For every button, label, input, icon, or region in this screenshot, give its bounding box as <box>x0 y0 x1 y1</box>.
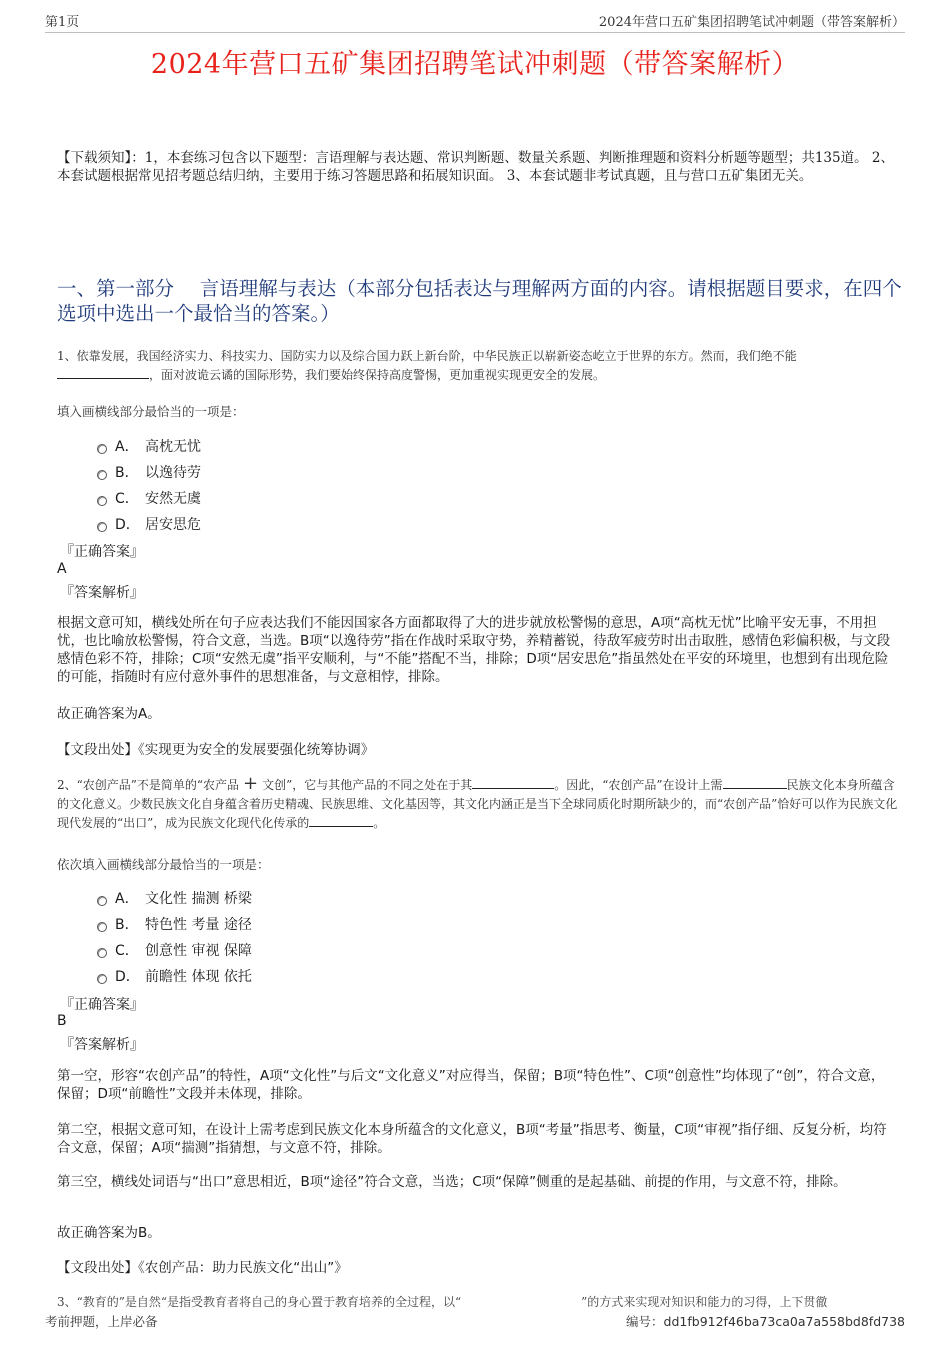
radio-icon[interactable] <box>97 522 107 532</box>
option-a[interactable]: A． 文化性 揣测 桥梁 <box>97 885 252 911</box>
question-2-blank-2 <box>723 776 787 789</box>
section-title: 一、第一部分 言语理解与表达（本部分包括表达与理解两方面的内容。请根据题目要求，在四个选项中选出一个最恰当的答案。） <box>57 277 902 325</box>
option-c[interactable]: C． 创意性 审视 保障 <box>97 937 252 963</box>
question-2-source: 【文段出处】《农创产品：助力民族文化“出山”》 <box>57 1260 348 1276</box>
question-1-answer: A <box>57 561 67 577</box>
option-c[interactable]: C． 安然无虞 <box>97 485 201 511</box>
analysis-label: 『答案解析』 <box>60 585 144 601</box>
radio-icon[interactable] <box>97 896 107 906</box>
question-2-analysis-p2: 第二空，根据文意可知，在设计上需考虑到民族文化本身所蕴含的文化意义，B项“考量”指思考、衡量，C项“审视”指仔细、反复分析，均符合文意，保留；A项“揣测”指猜想，与文意不符，排除。 <box>57 1122 887 1156</box>
question-2-text-d: 民族文化本身所蕴含的文化意义。少数民族文化自身蕴含着历史精魂、民族思维、文化基因等，其文化内涵正是当下全球同质化时期所缺少的，而“农创产品”恰好可以作为民族文化现代发展的“出口”，成为民族文化现代化传承的 <box>57 778 898 830</box>
question-2-prompt: 依次填入画横线部分最恰当的一项是： <box>57 857 270 872</box>
question-2-analysis-p1: 第一空，形容“农创产品”的特性，A项“文化性”与后文“文化意义”对应得当，保留；B项“特色性”、C项“创意性”均体现了“创”，符合文意，保留；D项“前瞻性”文段并未体现，排除。 <box>57 1068 885 1102</box>
radio-icon[interactable] <box>97 922 107 932</box>
document-code: 编号：dd1fb912f46ba73ca0a7a558bd8fd738 <box>626 1314 905 1329</box>
question-2-text-e: 。 <box>373 816 386 830</box>
radio-icon[interactable] <box>97 974 107 984</box>
plus-sign: + <box>243 773 259 794</box>
correct-answer-label: 『正确答案』 <box>60 544 144 560</box>
question-1-source: 【文段出处】《实现更为安全的发展要强化统筹协调》 <box>57 742 375 758</box>
option-a[interactable]: A． 高枕无忧 <box>97 433 201 459</box>
question-2-blank-1 <box>472 776 554 789</box>
question-1-stem <box>57 347 902 385</box>
question-2-text-a: 2、“农创产品”不是简单的“农产品 <box>57 778 240 792</box>
question-2-blank-3 <box>309 814 373 827</box>
option-b[interactable]: B． 特色性 考量 途径 <box>97 911 252 937</box>
radio-icon[interactable] <box>97 470 107 480</box>
question-1-prompt: 填入画横线部分最恰当的一项是： <box>57 404 245 419</box>
question-2-text-c: 。因此，“农创产品”在设计上需 <box>554 778 723 792</box>
document-title: 2024年营口五矿集团招聘笔试冲刺题（带答案解析） <box>150 49 800 80</box>
analysis-label: 『答案解析』 <box>60 1037 144 1053</box>
radio-icon[interactable] <box>97 948 107 958</box>
option-d[interactable]: D． 前瞻性 体现 依托 <box>97 963 252 989</box>
question-1-text-b: ，面对波诡云谲的国际形势，我们要始终保持高度警惕，更加重视实现更安全的发展。 <box>149 368 606 382</box>
option-d[interactable]: D． 居安思危 <box>97 511 201 537</box>
question-1-analysis-p1: 根据文意可知，横线处所在句子应表达我们不能因国家各方面都取得了大的进步就放松警惕的意思，A项“高枕无忧”比喻平安无事，不用担忧，也比喻放松警惕，符合文意，当选。B项“以逸待劳”指在作战时采取守势，养精蓄锐，待敌军疲劳时出击取胜，感情色彩偏积极，与文段感情色彩不符，排除；C项“安然无虞”指平安顺利，与“不能”搭配不当，排除；D项“居安思危”指虽然处在平安的环境里，也想到有出现危险的可能，指随时有应付意外事件的思想准备，与文意相悖，排除。 <box>57 615 891 685</box>
correct-answer-label: 『正确答案』 <box>60 997 144 1013</box>
question-1-text-a: 1、依靠发展，我国经济实力、科技实力、国防实力以及综合国力跃上新台阶，中华民族正以崭新姿态屹立于世界的东方。然而，我们绝不能 <box>57 349 797 363</box>
download-notice: 【下载须知】：1，本套练习包含以下题型：言语理解与表达题、常识判断题、数量关系题、判断推理题和资料分析题等题型；共135道。 2、本套试题根据常见招考题总结归纳，主要用于练习答题思路和拓展知识面。 3、本套试题非考试真题，且与营口五矿集团无关。 <box>57 150 894 184</box>
radio-icon[interactable] <box>97 444 107 454</box>
question-3-partial: 3、“教育的”是自然“是指受教育者将自己的身心置于教育培养的全过程，以“ ”的方式来实现对知识和能力的习得，上下贯徹 <box>57 1295 828 1309</box>
running-title: 2024年营口五矿集团招聘笔试冲刺题（带答案解析） <box>598 15 905 30</box>
question-1-analysis-p2: 故正确答案为A。 <box>57 706 161 722</box>
footer-slogan: 考前押题，上岸必备 <box>45 1314 158 1329</box>
question-2-options <box>97 885 252 989</box>
radio-icon[interactable] <box>97 496 107 506</box>
question-2-analysis-p3: 第三空，横线处词语与“出口”意思相近，B项“途径”符合文意，当选；C项“保障”侧重的是起基础、前提的作用，与文意不符，排除。 <box>57 1174 847 1190</box>
question-1-options <box>97 433 201 537</box>
question-1-blank <box>57 366 149 379</box>
question-2-stem <box>57 773 902 833</box>
question-2-text-b: 文创”，它与其他产品的不同之处在于其 <box>262 778 473 792</box>
page-number: 第1页 <box>45 15 80 30</box>
option-b[interactable]: B． 以逸待劳 <box>97 459 201 485</box>
page-header <box>45 14 905 33</box>
question-2-answer: B <box>57 1013 67 1029</box>
question-2-analysis-p4: 故正确答案为B。 <box>57 1225 161 1241</box>
page-footer <box>45 1312 905 1330</box>
